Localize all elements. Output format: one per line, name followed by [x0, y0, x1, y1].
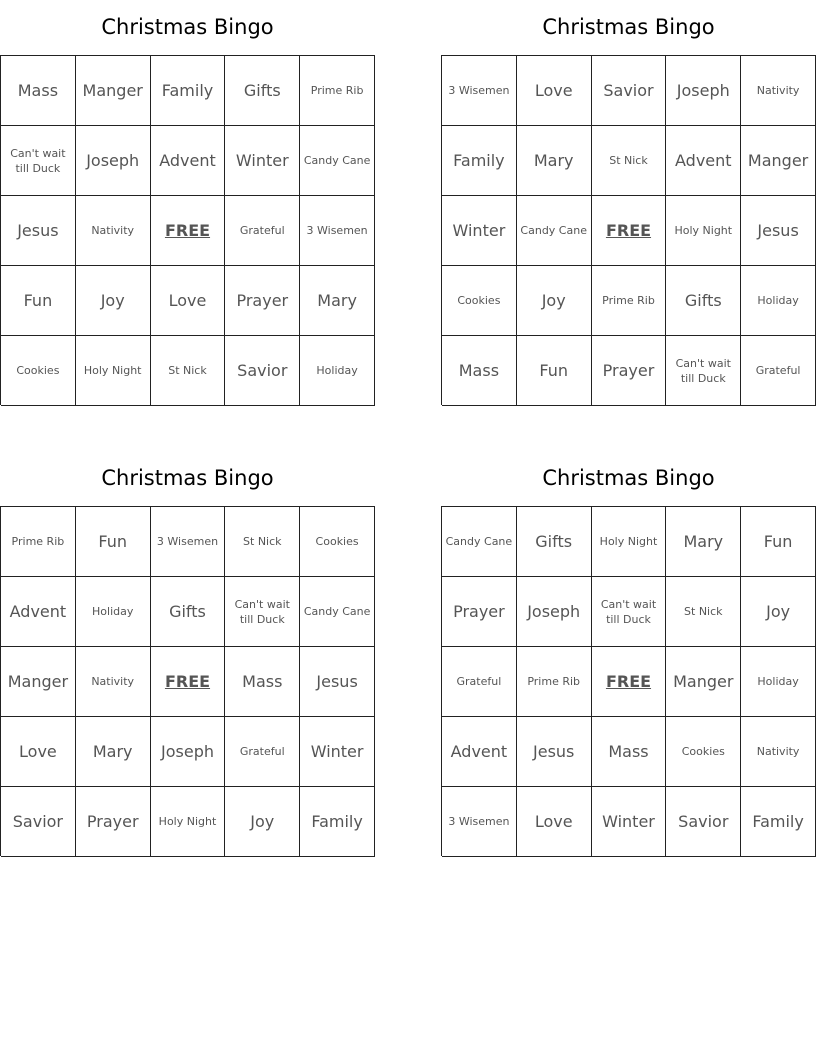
bingo-cell: Mary [300, 266, 375, 336]
bingo-cell: Can't wait till Duck [592, 577, 667, 647]
bingo-cell: Holy Night [666, 196, 741, 266]
bingo-cell: Family [442, 126, 517, 196]
bingo-cell: Nativity [741, 717, 816, 787]
bingo-cell: 3 Wisemen [442, 787, 517, 857]
bingo-cell: St Nick [666, 577, 741, 647]
bingo-cell: Grateful [225, 717, 300, 787]
bingo-cell: Family [151, 56, 226, 126]
bingo-cell: Love [151, 266, 226, 336]
bingo-grid [441, 55, 816, 405]
bingo-cell: Prayer [76, 787, 151, 857]
bingo-cell: Cookies [300, 507, 375, 577]
bingo-cell: Joseph [517, 577, 592, 647]
bingo-cell: Prayer [442, 577, 517, 647]
bingo-cell: Holiday [300, 336, 375, 406]
card-title: Christmas Bingo [101, 466, 274, 490]
bingo-cell: Fun [741, 507, 816, 577]
bingo-cell: Savior [225, 336, 300, 406]
bingo-card [441, 463, 816, 856]
bingo-cell: Nativity [741, 56, 816, 126]
bingo-cell: Family [741, 787, 816, 857]
bingo-cell: Cookies [442, 266, 517, 336]
bingo-cell: 3 Wisemen [151, 507, 226, 577]
bingo-cell: Love [1, 717, 76, 787]
bingo-cell: Jesus [741, 196, 816, 266]
bingo-grid [0, 506, 375, 856]
bingo-cell: Joseph [76, 126, 151, 196]
bingo-cell: Winter [442, 196, 517, 266]
bingo-cell: Mary [76, 717, 151, 787]
bingo-cell: Joseph [151, 717, 226, 787]
free-space-cell: FREE [151, 647, 226, 717]
bingo-grid [441, 506, 816, 856]
bingo-cell: Candy Cane [300, 577, 375, 647]
bingo-card [0, 463, 375, 856]
bingo-cell: Candy Cane [517, 196, 592, 266]
bingo-cell: Gifts [225, 56, 300, 126]
bingo-cell: Advent [151, 126, 226, 196]
bingo-cell: Winter [592, 787, 667, 857]
bingo-card [0, 12, 375, 405]
bingo-cell: Can't wait till Duck [1, 126, 76, 196]
bingo-cell: Savior [592, 56, 667, 126]
bingo-cell: 3 Wisemen [442, 56, 517, 126]
bingo-cell: Family [300, 787, 375, 857]
bingo-cell: Winter [300, 717, 375, 787]
bingo-grid [0, 55, 375, 405]
bingo-cell: St Nick [151, 336, 226, 406]
bingo-cell: Jesus [300, 647, 375, 717]
bingo-cell: Prime Rib [1, 507, 76, 577]
bingo-cell: Prayer [225, 266, 300, 336]
bingo-cell: Joseph [666, 56, 741, 126]
bingo-cell: Holiday [741, 647, 816, 717]
bingo-cell: Manger [1, 647, 76, 717]
free-space-cell: FREE [592, 647, 667, 717]
bingo-cell: Savior [666, 787, 741, 857]
bingo-cell: Holiday [741, 266, 816, 336]
bingo-cell: Cookies [666, 717, 741, 787]
bingo-cell: Mass [592, 717, 667, 787]
bingo-cell: Joy [517, 266, 592, 336]
free-space-cell: FREE [592, 196, 667, 266]
bingo-cell: Prime Rib [517, 647, 592, 717]
bingo-cell: St Nick [225, 507, 300, 577]
bingo-cell: Advent [442, 717, 517, 787]
bingo-cell: 3 Wisemen [300, 196, 375, 266]
bingo-cell: Gifts [151, 577, 226, 647]
bingo-cell: Mass [442, 336, 517, 406]
bingo-cell: Holy Night [592, 507, 667, 577]
bingo-cell: Prime Rib [300, 56, 375, 126]
bingo-cell: Advent [1, 577, 76, 647]
bingo-cell: Mass [225, 647, 300, 717]
bingo-cell: Prime Rib [592, 266, 667, 336]
bingo-cell: Grateful [442, 647, 517, 717]
card-title: Christmas Bingo [101, 15, 274, 39]
bingo-cell: Love [517, 56, 592, 126]
bingo-cell: Mary [666, 507, 741, 577]
bingo-cell: Grateful [225, 196, 300, 266]
bingo-card [441, 12, 816, 405]
bingo-cell: Joy [76, 266, 151, 336]
bingo-cell: Joy [741, 577, 816, 647]
bingo-cell: Manger [666, 647, 741, 717]
bingo-cell: Manger [76, 56, 151, 126]
bingo-cell: Prayer [592, 336, 667, 406]
bingo-cell: Gifts [666, 266, 741, 336]
bingo-cell: Nativity [76, 196, 151, 266]
bingo-cell: Mary [517, 126, 592, 196]
bingo-cell: Nativity [76, 647, 151, 717]
bingo-cell: Fun [76, 507, 151, 577]
bingo-cell: Fun [1, 266, 76, 336]
bingo-cell: St Nick [592, 126, 667, 196]
bingo-cell: Holiday [76, 577, 151, 647]
bingo-cell: Candy Cane [442, 507, 517, 577]
bingo-cell: Grateful [741, 336, 816, 406]
bingo-cell: Holy Night [151, 787, 226, 857]
bingo-cell: Savior [1, 787, 76, 857]
bingo-cell: Cookies [1, 336, 76, 406]
bingo-cell: Fun [517, 336, 592, 406]
bingo-cell: Gifts [517, 507, 592, 577]
bingo-cell: Can't wait till Duck [225, 577, 300, 647]
bingo-cell: Holy Night [76, 336, 151, 406]
bingo-cell: Candy Cane [300, 126, 375, 196]
card-title: Christmas Bingo [542, 466, 715, 490]
bingo-cell: Mass [1, 56, 76, 126]
bingo-cell: Jesus [517, 717, 592, 787]
bingo-cell: Joy [225, 787, 300, 857]
free-space-cell: FREE [151, 196, 226, 266]
bingo-cell: Manger [741, 126, 816, 196]
bingo-cell: Love [517, 787, 592, 857]
bingo-cell: Winter [225, 126, 300, 196]
bingo-cell: Advent [666, 126, 741, 196]
card-title: Christmas Bingo [542, 15, 715, 39]
bingo-cell: Can't wait till Duck [666, 336, 741, 406]
bingo-cell: Jesus [1, 196, 76, 266]
